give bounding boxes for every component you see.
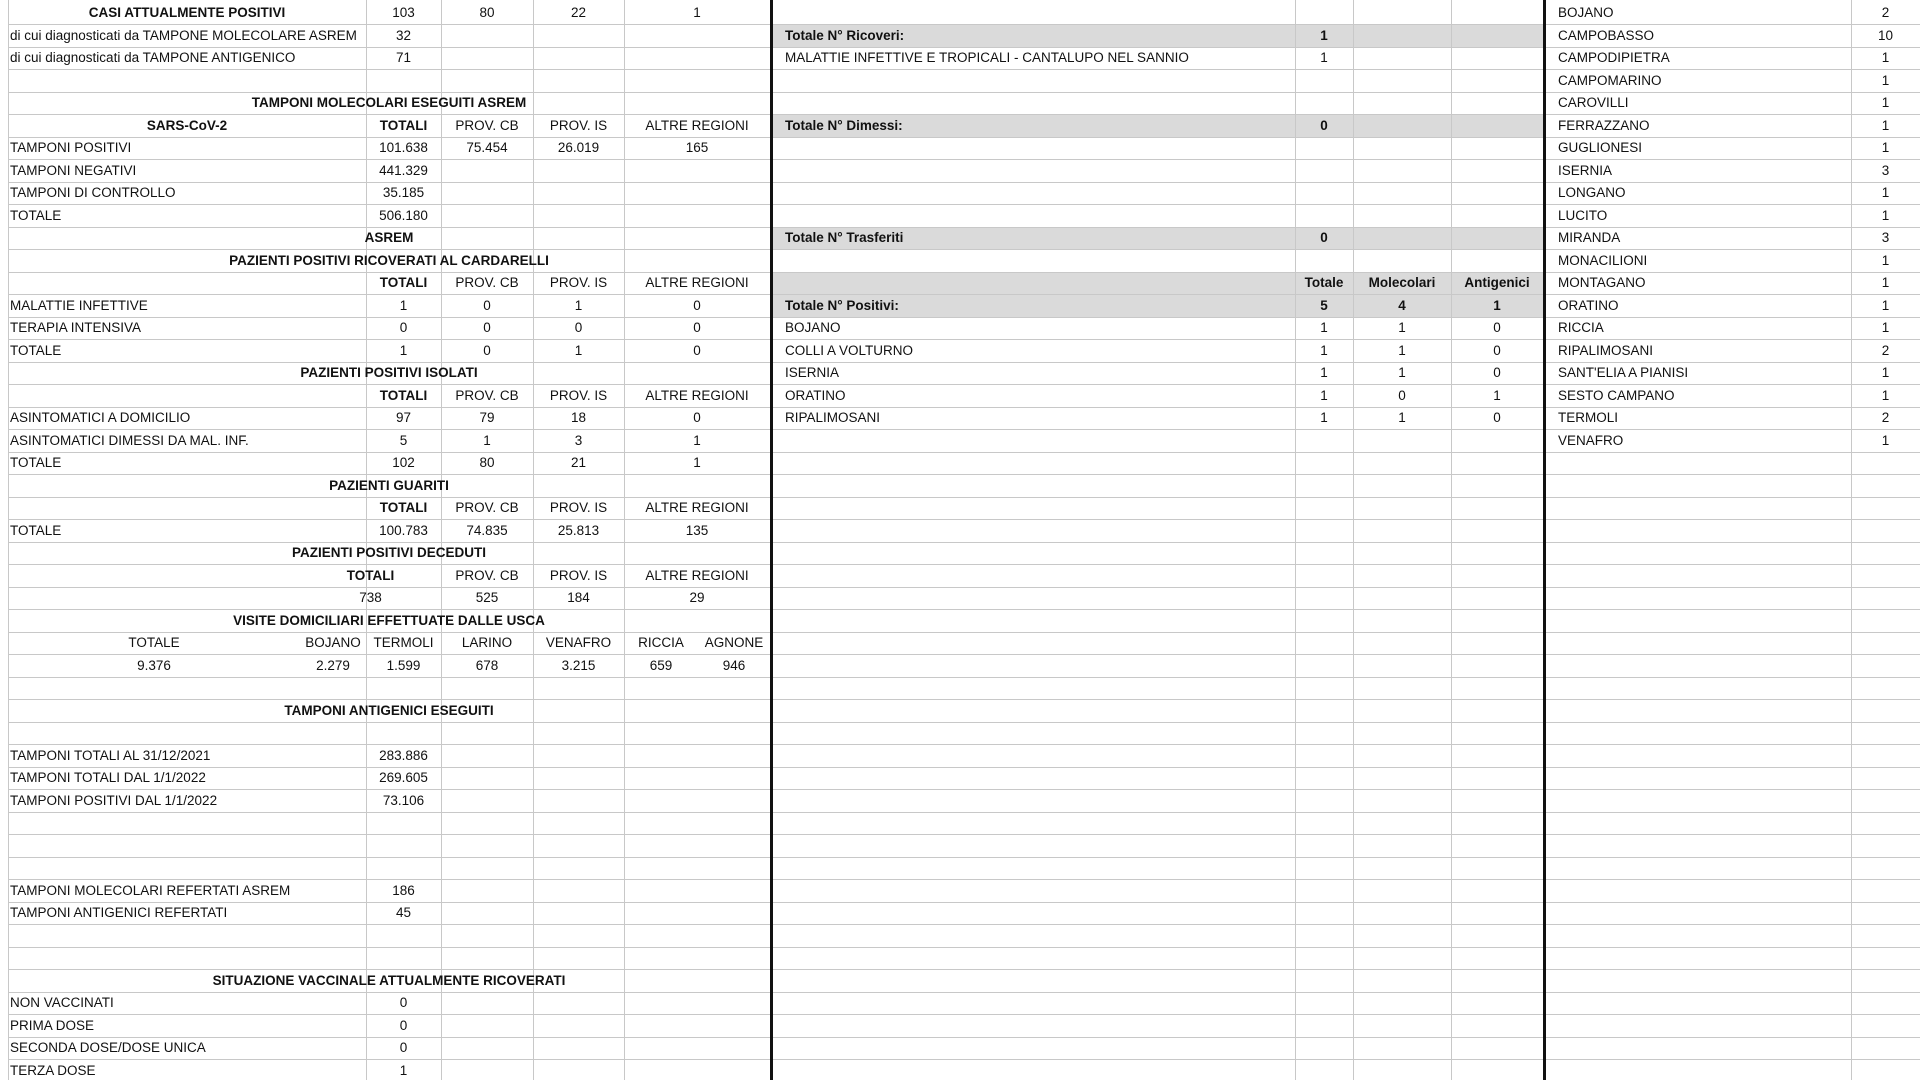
column-header: PROV. CB <box>455 387 519 403</box>
ricoveri-value: 1 <box>1320 27 1328 43</box>
cell: 80 <box>479 5 495 20</box>
dimessi-value: 0 <box>1320 117 1328 133</box>
comune-name: BOJANO <box>1558 5 1614 20</box>
cell: 97 <box>395 410 412 425</box>
cell: 0 <box>693 342 701 358</box>
cell: 1 <box>574 297 583 313</box>
cell: 269.605 <box>379 770 428 785</box>
row-line <box>8 857 1920 858</box>
column-header: ALTRE REGIONI <box>645 500 749 515</box>
usca-header: BOJANO <box>305 635 361 650</box>
cell: ALTRE REGIONI <box>645 567 749 583</box>
row-label: ASINTOMATICI A DOMICILIO <box>10 410 191 425</box>
positivi-total-value: 1 <box>1493 297 1501 313</box>
cell: 506.180 <box>379 207 428 223</box>
deceduti-value: 738 <box>359 590 382 605</box>
comune-name: FERRAZZANO <box>1558 117 1650 133</box>
cell: 0 <box>693 320 701 335</box>
cell: 3 <box>574 432 583 448</box>
cell: 73.106 <box>382 792 425 808</box>
positivi-row-value: 1 <box>1493 387 1501 403</box>
cell: 441.329 <box>379 162 428 178</box>
comune-count: 2 <box>1881 342 1890 358</box>
column-header: TOTALI <box>379 275 428 290</box>
section-title: SITUAZIONE VACCINALE ATTUALMENTE RICOVERATI <box>212 972 566 988</box>
section-title: PAZIENTI POSITIVI DECEDUTI <box>291 545 487 560</box>
section-separator <box>1543 0 1546 1080</box>
comune-name: SANT'ELIA A PIANISI <box>1558 365 1689 380</box>
cell: 0 <box>693 297 701 313</box>
usca-value: 2.279 <box>316 657 350 673</box>
cell: 5 <box>399 432 408 448</box>
column-line <box>1451 0 1452 1080</box>
row-line <box>8 924 1920 925</box>
column-header: ALTRE REGIONI <box>645 275 749 290</box>
column-header: TOTALI <box>379 500 428 515</box>
cell: 184 <box>567 590 590 605</box>
cell: 0 <box>483 320 491 335</box>
cell: PROV. IS <box>549 567 608 583</box>
positivi-row-value: 0 <box>1493 410 1501 425</box>
comune-count: 1 <box>1881 185 1890 200</box>
deceduti-header: TOTALI <box>346 567 395 583</box>
cell: 74.835 <box>466 522 508 538</box>
comune-count: 10 <box>1877 27 1894 43</box>
cell: 165 <box>685 140 709 155</box>
cell: 102 <box>392 455 415 470</box>
positivi-column-header: Totale <box>1304 275 1344 290</box>
cell: 101.638 <box>379 140 428 155</box>
comune-count: 1 <box>1881 432 1890 448</box>
positivi-total-value: 4 <box>1398 297 1406 313</box>
cell: 1 <box>693 455 701 470</box>
comune-name: RIPALIMOSANI <box>1558 342 1654 358</box>
section-title: CASI ATTUALMENTE POSITIVI <box>88 5 286 20</box>
section-title: PAZIENTI POSITIVI RICOVERATI AL CARDARELLI <box>229 252 549 268</box>
dimessi-label: Totale N° Dimessi: <box>785 117 903 133</box>
row-line <box>8 497 1920 498</box>
usca-value: 9.376 <box>137 657 171 673</box>
positivi-row-value: 1 <box>1398 342 1406 358</box>
cell: 45 <box>395 905 412 920</box>
cell: PROV. CB <box>455 567 519 583</box>
positivi-row-value: 0 <box>1493 342 1501 358</box>
positivi-row-name: COLLI A VOLTURNO <box>785 342 914 358</box>
cell: 21 <box>570 455 587 470</box>
comune-count: 1 <box>1881 252 1890 268</box>
trasferiti-value: 0 <box>1320 230 1328 245</box>
cell: 1 <box>399 297 408 313</box>
positivi-row-value: 1 <box>1320 410 1328 425</box>
cell: 100.783 <box>379 522 428 538</box>
comune-name: CAROVILLI <box>1558 95 1629 110</box>
row-label: NON VACCINATI <box>10 995 114 1010</box>
section-title: TAMPONI MOLECOLARI ESEGUITI ASREM <box>251 95 527 110</box>
comune-name: CAMPOMARINO <box>1558 72 1662 88</box>
cell: 75.454 <box>466 140 508 155</box>
comune-count: 1 <box>1881 275 1890 290</box>
comune-count: 1 <box>1881 72 1890 88</box>
usca-header: TOTALE <box>128 635 180 650</box>
comune-name: CAMPODIPIETRA <box>1558 50 1670 65</box>
row-line <box>8 587 1920 588</box>
comune-count: 1 <box>1881 320 1890 335</box>
row-label: TAMPONI DI CONTROLLO <box>10 185 176 200</box>
column-line <box>1353 0 1354 1080</box>
positivi-total-value: 5 <box>1320 297 1328 313</box>
cell: 1 <box>483 432 491 448</box>
comune-name: ISERNIA <box>1558 162 1613 178</box>
comune-name: MONACILIONI <box>1558 252 1648 268</box>
comune-name: SESTO CAMPANO <box>1558 387 1675 403</box>
cell: 0 <box>574 320 583 335</box>
column-header: TOTALI <box>379 387 428 403</box>
positivi-row-value: 1 <box>1320 342 1328 358</box>
cell: 0 <box>483 342 491 358</box>
cell: 26.019 <box>557 140 600 155</box>
row-label: TOTALE <box>10 455 62 470</box>
row-label: TAMPONI TOTALI AL 31/12/2021 <box>10 747 211 763</box>
comune-count: 1 <box>1881 297 1890 313</box>
usca-value: 946 <box>722 657 746 673</box>
cell: 283.886 <box>379 747 428 763</box>
comune-count: 1 <box>1881 95 1890 110</box>
column-header: PROV. IS <box>549 275 608 290</box>
row-label: ASINTOMATICI DIMESSI DA MAL. INF. <box>10 432 249 448</box>
positivi-row-value: 1 <box>1320 365 1328 380</box>
usca-value: 3.215 <box>561 657 596 673</box>
row-label: TAMPONI POSITIVI DAL 1/1/2022 <box>10 792 218 808</box>
cell: 1 <box>399 1062 408 1078</box>
row-label: PRIMA DOSE <box>10 1017 95 1033</box>
cell: 0 <box>483 297 491 313</box>
cell: 135 <box>685 522 709 538</box>
usca-header: VENAFRO <box>545 635 612 650</box>
row-label: TOTALE <box>10 207 62 223</box>
positivi-row-value: 0 <box>1398 387 1406 403</box>
cell: 1 <box>693 432 701 448</box>
column-header: PROV. IS <box>549 387 608 403</box>
usca-header: LARINO <box>461 635 513 650</box>
cell: 0 <box>399 1017 408 1033</box>
cell: 525 <box>475 590 499 605</box>
positivi-column-header: Antigenici <box>1464 275 1530 290</box>
column-header: ALTRE REGIONI <box>645 387 749 403</box>
comune-name: ORATINO <box>1558 297 1619 313</box>
row-label: TAMPONI ANTIGENICI REFERTATI <box>10 905 228 920</box>
cell: 25.813 <box>557 522 600 538</box>
section-title: PAZIENTI GUARITI <box>329 477 449 493</box>
section-title: PAZIENTI POSITIVI ISOLATI <box>300 365 478 380</box>
cell: 1 <box>399 342 408 358</box>
comune-name: RICCIA <box>1558 320 1604 335</box>
cell: 0 <box>399 320 408 335</box>
section-title: ASREM <box>364 230 414 245</box>
row-label: SECONDA DOSE/DOSE UNICA <box>10 1040 206 1055</box>
usca-value: 1.599 <box>386 657 421 673</box>
positivi-row-name: ISERNIA <box>785 365 840 380</box>
trasferiti-label: Totale N° Trasferiti <box>785 230 904 245</box>
positivi-row-name: RIPALIMOSANI <box>785 410 881 425</box>
comune-name: VENAFRO <box>1558 432 1624 448</box>
comune-name: GUGLIONESI <box>1558 140 1643 155</box>
comune-count: 1 <box>1881 387 1890 403</box>
cell: 186 <box>392 882 415 898</box>
usca-value: 659 <box>649 657 673 673</box>
usca-header: AGNONE <box>704 635 764 650</box>
column-line <box>1295 0 1296 1080</box>
comune-count: 1 <box>1881 140 1890 155</box>
positivi-row-value: 1 <box>1398 365 1406 380</box>
comune-name: LUCITO <box>1558 207 1608 223</box>
row-line <box>8 812 1920 813</box>
ricoveri-detail-value: 1 <box>1320 50 1328 65</box>
section-separator <box>770 0 773 1080</box>
usca-header: RICCIA <box>638 635 684 650</box>
column-header: PROV. IS <box>549 117 608 133</box>
positivi-row-value: 1 <box>1320 387 1328 403</box>
column-header: PROV. CB <box>455 117 519 133</box>
row-label: TOTALE <box>10 342 62 358</box>
cell: 35.185 <box>382 185 425 200</box>
comune-count: 2 <box>1881 410 1890 425</box>
cell: 29 <box>689 590 705 605</box>
row-line <box>8 564 1920 565</box>
row-label: TAMPONI TOTALI DAL 1/1/2022 <box>10 770 206 785</box>
cell: 80 <box>479 455 495 470</box>
comune-count: 1 <box>1881 207 1890 223</box>
cell: 22 <box>570 5 587 20</box>
comune-count: 3 <box>1881 230 1890 245</box>
cell: 1 <box>574 342 583 358</box>
row-label: TERZA DOSE <box>10 1062 96 1078</box>
positivi-column-header: Molecolari <box>1368 275 1436 290</box>
cell: 79 <box>479 410 495 425</box>
section-title: VISITE DOMICILIARI EFFETTUATE DALLE USCA <box>233 612 545 628</box>
comune-name: MIRANDA <box>1558 230 1621 245</box>
column-line <box>8 0 9 1080</box>
row-label: di cui diagnosticati da TAMPONE MOLECOLARE ASREM <box>10 27 357 43</box>
row-line <box>8 947 1920 948</box>
column-header: PROV. CB <box>455 275 519 290</box>
cell: 0 <box>399 1040 408 1055</box>
usca-value: 678 <box>475 657 499 673</box>
positivi-total-label: Totale N° Positivi: <box>785 297 899 313</box>
comune-name: MONTAGANO <box>1558 275 1646 290</box>
row-label: TAMPONI MOLECOLARI REFERTATI ASREM <box>10 882 291 898</box>
row-line <box>8 834 1920 835</box>
comune-name: CAMPOBASSO <box>1558 27 1655 43</box>
column-header: ALTRE REGIONI <box>645 117 749 133</box>
ricoveri-label: Totale N° Ricoveri: <box>785 27 905 43</box>
positivi-row-value: 1 <box>1320 320 1328 335</box>
row-label: TOTALE <box>10 522 62 538</box>
cell: 18 <box>570 410 587 425</box>
comune-count: 1 <box>1881 365 1890 380</box>
comune-count: 3 <box>1881 162 1890 178</box>
comune-count: 2 <box>1881 5 1890 20</box>
usca-header: TERMOLI <box>373 635 434 650</box>
row-label: TERAPIA INTENSIVA <box>10 320 142 335</box>
positivi-row-value: 1 <box>1398 320 1406 335</box>
section-title: TAMPONI ANTIGENICI ESEGUITI <box>284 702 494 718</box>
cell: 1 <box>693 5 701 20</box>
column-header: PROV. CB <box>455 500 519 515</box>
cell: 0 <box>693 410 701 425</box>
row-label: TAMPONI POSITIVI <box>10 140 132 155</box>
row-label: MALATTIE INFETTIVE <box>10 297 148 313</box>
positivi-row-name: BOJANO <box>785 320 841 335</box>
column-header: SARS-CoV-2 <box>146 117 228 133</box>
positivi-row-name: ORATINO <box>785 387 846 403</box>
row-line <box>8 677 1920 678</box>
comune-count: 1 <box>1881 50 1890 65</box>
positivi-row-value: 0 <box>1493 365 1501 380</box>
column-header: PROV. IS <box>549 500 608 515</box>
comune-name: LONGANO <box>1558 185 1626 200</box>
comune-name: TERMOLI <box>1558 410 1619 425</box>
comune-count: 1 <box>1881 117 1890 133</box>
cell: 71 <box>395 50 412 65</box>
cell: 103 <box>392 5 415 20</box>
cell: 0 <box>399 995 408 1010</box>
row-label: TAMPONI NEGATIVI <box>10 162 137 178</box>
positivi-row-value: 1 <box>1398 410 1406 425</box>
positivi-row-value: 0 <box>1493 320 1501 335</box>
ricoveri-detail-label: MALATTIE INFETTIVE E TROPICALI - CANTALUPO NEL SANNIO <box>785 50 1189 65</box>
row-line <box>8 722 1920 723</box>
column-header: TOTALI <box>379 117 428 133</box>
row-label: di cui diagnosticati da TAMPONE ANTIGENICO <box>10 50 296 65</box>
cell: 32 <box>395 27 412 43</box>
